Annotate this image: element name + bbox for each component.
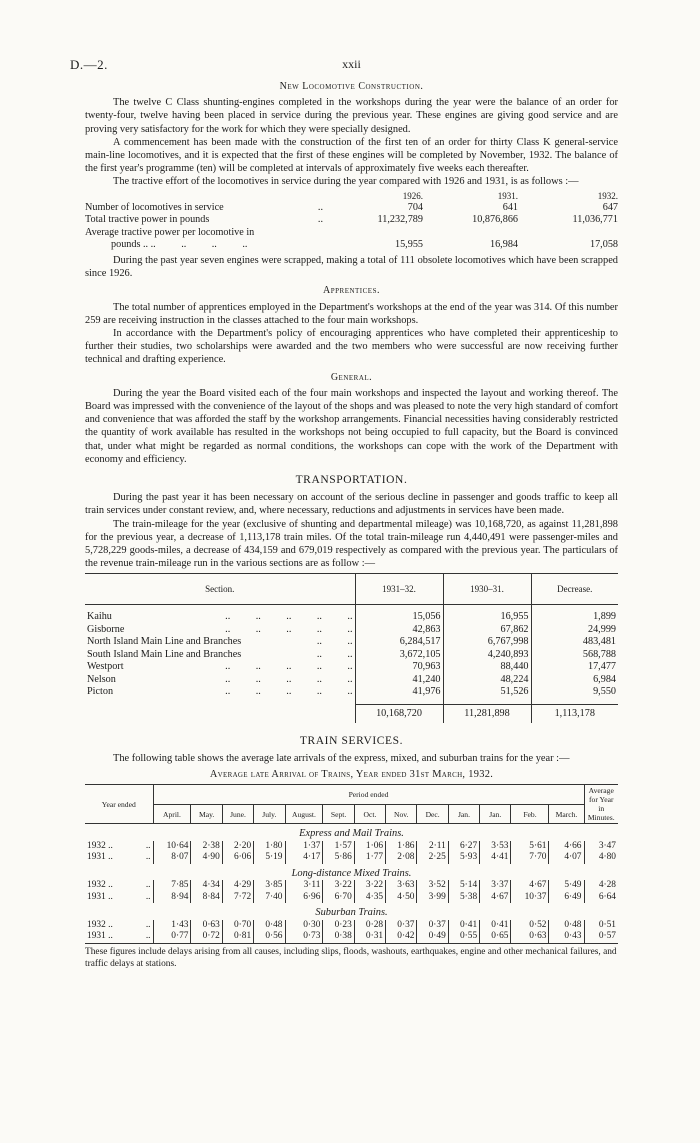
column-header: Section. — [85, 574, 355, 605]
tractive-effort-table — [85, 191, 618, 252]
table-row: Picton .. .. .. .. .. 41,976 51,526 9,550 — [87, 685, 616, 697]
table-cell: 0·52 — [511, 920, 549, 932]
paragraph: The following table shows the average late arrivals of the express, mixed, and suburban trains for the year :— — [113, 752, 570, 764]
table-cell: 0·49 — [417, 931, 448, 943]
table-cell: 5·38 — [448, 892, 479, 904]
table-row: 1931 .. .. 8·07 4·90 6·06 5·19 4·17 5·86 1·77 2·08 2·25 5·93 4·41 7·70 4·07 4·80 — [87, 852, 616, 863]
section-transportation — [85, 474, 618, 723]
table-cell: 0·41 — [480, 920, 511, 932]
table-cell: 2·11 — [417, 841, 448, 853]
table-cell: 4·50 — [386, 892, 417, 904]
column-header: Year ended — [85, 785, 153, 824]
table-cell: 4·34 — [191, 880, 222, 892]
section-train-services — [85, 735, 618, 971]
table-cell: 4·07 — [549, 852, 584, 864]
section-heading: General. — [330, 371, 373, 383]
table-cell: 10·37 — [511, 892, 549, 904]
table-cell: 0·48 — [254, 920, 285, 932]
year-header: 1926. — [402, 190, 423, 201]
section-heading: TRANSPORTATION. — [295, 474, 408, 487]
table-cell: 1·06 — [354, 841, 385, 853]
table-row: Gisborne .. .. .. .. .. 42,863 67,862 24,999 — [87, 623, 616, 635]
table-cell: 5·61 — [511, 841, 549, 853]
train-mileage-table — [85, 573, 618, 722]
table-cell: 0·57 — [584, 931, 618, 943]
table-cell: 0·81 — [222, 931, 253, 943]
table-cell: 4·66 — [549, 841, 584, 853]
table-cell: 6·64 — [584, 892, 618, 904]
table-cell: 6·96 — [285, 892, 323, 904]
table-cell: 0·43 — [549, 931, 584, 943]
table-row: 1932 .. .. 10·64 2·38 2·20 1·80 1·37 1·57 1·06 1·86 2·11 6·27 3·53 5·61 4·66 3·47 — [87, 840, 616, 851]
table-cell: 0·65 — [480, 931, 511, 943]
table-cell: 3·52 — [417, 880, 448, 892]
paragraph: In accordance with the Department's policy of encouraging apprentices who have completed their apprenticeship to further their studies, two scholarships were awarded and the two members who were successful are now receiving further technical and drafting experience. — [85, 328, 618, 366]
table-cell: 3·11 — [285, 880, 323, 892]
column-header: Decrease. — [531, 574, 618, 605]
footnote: These figures include delays arising from all causes, including slips, floods, washouts, earthquakes, engine and other mechanical failures, and traffic delays at stations. — [85, 946, 617, 969]
table-cell: 6·06 — [222, 852, 253, 864]
paragraph: The tractive effort of the locomotives in service during the year compared with 1926 and 1931, is as follows :— — [113, 176, 579, 188]
table-cell: 3·99 — [417, 892, 448, 904]
late-arrivals-table: Year ended Period ended Average for Year in Minutes. April. May. June. July. August. Sept. Oct. Nov. Dec. Jan. Jan. Feb. March. Express and Mail Trains. 1932 .. .. 10·64 2·38 2·20 1·80 1·37 1·57 1·06 1·86 2·11 6·27 3·53 5·61 4·66 3·47 1931 .. .. 8·07 4·90 6·06 5·19 4·17 5·86 1·77 2·08 2·25 5·93 4·41 7·70 4·07 4·80 Long-distance Mixed Trains. 1932 .. .. 7·85 4·34 4·29 3·85 3·11 3·22 3·22 3·63 3·52 5·14 3·37 4·67 5·49 4·28 1931 .. .. 8·94 8·84 7·72 7·40 6·96 6·70 4·35 4·50 3·99 5·38 4·67 10·37 6·49 6·64 Suburban Trains. 1932 .. .. 1·43 0·63 0·70 0·48 0·30 0·23 0·28 0·37 0·37 0·41 0·41 0·52 0·48 0·51 1931 .. .. 0·77 0·72 0·81 0·56 0·73 0·38 0·31 0·42 0·49 0·55 0·65 0·63 0·43 0·57 — [87, 786, 616, 942]
page-header — [70, 57, 618, 76]
table-cell: 0·38 — [323, 931, 354, 943]
table-row: Nelson .. .. .. .. .. 41,240 48,224 6,984 — [87, 673, 616, 685]
paragraph: During the past year it has been necessary on account of the serious decline in passenger and goods traffic to keep all train services under constant review, and, where necessary, reductions and adjustments in services have been made. — [85, 492, 618, 517]
table-cell: 0·72 — [191, 931, 222, 943]
paragraph: The twelve C Class shunting-engines completed in the workshops during the year were the balance of an order for twenty-four, twelve having been placed in service during the previous year. These engines are giving good service and are proving very satisfactory for the work for which they were specially designed. — [85, 97, 618, 135]
paragraph: The total number of apprentices employed in the Department's workshops at the end of the year was 314. Of this number 259 are receiving instruction in the classes attached to the four main workshops. — [85, 301, 618, 326]
table-cell: 3·22 — [354, 880, 385, 892]
table-cell: 0·23 — [323, 920, 354, 932]
section-heading: New Locomotive Construction. — [279, 81, 424, 92]
table-row: Westport .. .. .. .. .. 70,963 88,440 17,477 — [87, 661, 616, 673]
table-row: 1931 .. .. 8·94 8·84 7·72 7·40 6·96 6·70 4·35 4·50 3·99 5·38 4·67 10·37 6·49 6·64 — [87, 891, 616, 902]
table-cell: 0·42 — [386, 931, 417, 943]
table-cell: 0·56 — [254, 931, 285, 943]
table-row: North Island Main Line and Branches .. .. 6,284,517 6,767,998 483,481 — [87, 636, 616, 648]
table-cell: 0·77 — [153, 931, 191, 943]
table-row: South Island Main Line and Branches .. .. 3,672,105 4,240,893 568,788 — [87, 648, 616, 660]
table-cell: 3·22 — [323, 880, 354, 892]
table-cell: 2·20 — [222, 841, 253, 853]
table-cell: 3·53 — [480, 841, 511, 853]
table-row: pounds .. .. .. .. .. 15,955 16,984 17,058 — [111, 239, 618, 251]
column-header: Average for Year in Minutes. — [584, 785, 618, 824]
table-cell: 3·47 — [584, 841, 618, 853]
table-cell: 3·37 — [480, 880, 511, 892]
table-cell: 5·93 — [448, 852, 479, 864]
table-cell: 4·35 — [354, 892, 385, 904]
table-cell: 7·40 — [254, 892, 285, 904]
table-cell: 0·37 — [417, 920, 448, 932]
table-row: Number of locomotives in service .. 704 641 647 — [85, 201, 618, 213]
table-cell: 2·25 — [417, 852, 448, 864]
section-heading: TRAIN SERVICES. — [299, 734, 404, 747]
paragraph: During the year the Board visited each of the four main workshops and inspected the layout and working thereof. The Board was impressed with the convenience of the layout of the shops and was pleased to note the very high standard of comfort and convenience that was afforded the staff by the workshop arrangements. Financial necessities having considerably restricted the quantity of work available has resulted in the workshops not being occupied to full capacity, but the Board is convinced that, under what might be regarded as normal conditions, the workshops can cope with the work of the Department with economy and efficiency. — [85, 387, 618, 465]
table-cell: 4·28 — [584, 880, 618, 892]
table-cell: 4·17 — [285, 852, 323, 864]
table-cell: 1·77 — [354, 852, 385, 864]
table-caption: Average late Arrival of Trains, Year ended 31st March, 1932. — [209, 769, 494, 781]
table-cell: 0·31 — [354, 931, 385, 943]
section-apprentices — [85, 284, 618, 366]
table-cell: 10·64 — [153, 841, 191, 853]
table-group-header: Express and Mail Trains. — [299, 828, 404, 840]
table-cell: 3·85 — [254, 880, 285, 892]
table-cell: 5·49 — [549, 880, 584, 892]
table-row: 1932 .. .. 7·85 4·34 4·29 3·85 3·11 3·22 3·22 3·63 3·52 5·14 3·37 4·67 5·49 4·28 — [87, 880, 616, 891]
table-cell: 0·30 — [285, 920, 323, 932]
table-cell: 0·55 — [448, 931, 479, 943]
document-reference: D.—2. — [70, 57, 108, 72]
year-header: 1931. — [497, 190, 518, 201]
table-cell: 7·85 — [153, 880, 191, 892]
totals-row: 10,168,720 11,281,898 1,113,178 — [85, 705, 618, 723]
table-cell: 8·07 — [153, 852, 191, 864]
table-cell: 5·14 — [448, 880, 479, 892]
table-cell: 8·94 — [153, 892, 191, 904]
table-cell: 1·37 — [285, 841, 323, 853]
table-cell: 7·70 — [511, 852, 549, 864]
section-heading: Apprentices. — [323, 285, 380, 297]
table-cell: 5·19 — [254, 852, 285, 864]
table-cell: 4·29 — [222, 880, 253, 892]
table-row: Total tractive power in pounds .. 11,232,789 10,876,866 11,036,771 — [85, 214, 618, 226]
table-cell: 1·43 — [153, 920, 191, 932]
table-row: 1932 .. .. 1·43 0·63 0·70 0·48 0·30 0·23 0·28 0·37 0·37 0·41 0·41 0·52 0·48 0·51 — [87, 919, 616, 930]
year-header: 1932. — [597, 190, 618, 201]
table-cell: 3·63 — [386, 880, 417, 892]
table-cell: 8·84 — [191, 892, 222, 904]
paragraph: During the past year seven engines were scrapped, making a total of 111 obsolete locomotives which have been scrapped since 1926. — [85, 255, 618, 280]
table-cell: 6·27 — [448, 841, 479, 853]
table-cell: 7·72 — [222, 892, 253, 904]
table-cell: 6·49 — [549, 892, 584, 904]
table-cell: 5·86 — [323, 852, 354, 864]
table-cell: 0·51 — [584, 920, 618, 932]
table-cell: 2·08 — [386, 852, 417, 864]
table-cell: 0·63 — [191, 920, 222, 932]
table-cell: 4·80 — [584, 852, 618, 864]
table-row: Average tractive power per locomotive in — [85, 226, 255, 238]
table-row: Kaihu .. .. .. .. .. 15,056 16,955 1,899 — [87, 611, 616, 623]
table-cell: 0·63 — [511, 931, 549, 943]
table-cell: 0·37 — [386, 920, 417, 932]
table-cell: 6·70 — [323, 892, 354, 904]
table-cell: 0·73 — [285, 931, 323, 943]
paragraph: A commencement has been made with the construction of the first ten of an order for thirty Class K general-service main-line locomotives, and it is expected that the first of these engines will be completed by November, 1932. The balance of the first year's programme (ten) will be completed at intervals of approximately five weeks each thereafter. — [85, 136, 618, 175]
table-group-header: Long-distance Mixed Trains. — [291, 867, 412, 879]
table-cell: 4·41 — [480, 852, 511, 864]
paragraph: The train-mileage for the year (exclusive of shunting and departmental mileage) was 10,168,720, as against 11,281,898 for the previous year, a decrease of 1,113,178 train miles. Of the total train-mileage run 4,440,491 were passenger-miles and 5,728,229 goods-miles, a decrease of 434,159 and 679,019 respectively as compared with the previous year. The particulars of the revenue train-mileage run in the various sections are as follow :— — [85, 518, 618, 570]
table-cell: 1·57 — [323, 841, 354, 853]
table-group-header: Suburban Trains. — [315, 907, 388, 919]
table-cell: 4·90 — [191, 852, 222, 864]
table-row: 1931 .. .. 0·77 0·72 0·81 0·56 0·73 0·38 0·31 0·42 0·49 0·55 0·65 0·63 0·43 0·57 — [87, 931, 616, 942]
column-header: Period ended — [153, 785, 584, 805]
column-header: 1931–32. — [355, 574, 443, 605]
page-number: xxii — [342, 57, 361, 71]
table-cell: 0·41 — [448, 920, 479, 932]
table-cell: 0·48 — [549, 920, 584, 932]
table-cell: 1·86 — [386, 841, 417, 853]
document-page — [70, 57, 618, 970]
column-header: 1930–31. — [443, 574, 531, 605]
table-cell: 0·28 — [354, 920, 385, 932]
table-cell: 1·80 — [254, 841, 285, 853]
table-cell: 0·70 — [222, 920, 253, 932]
table-cell: 4·67 — [480, 892, 511, 904]
section-general — [85, 371, 618, 466]
table-cell: 2·38 — [191, 841, 222, 853]
section-locomotive-construction — [85, 80, 618, 280]
table-cell: 4·67 — [511, 880, 549, 892]
